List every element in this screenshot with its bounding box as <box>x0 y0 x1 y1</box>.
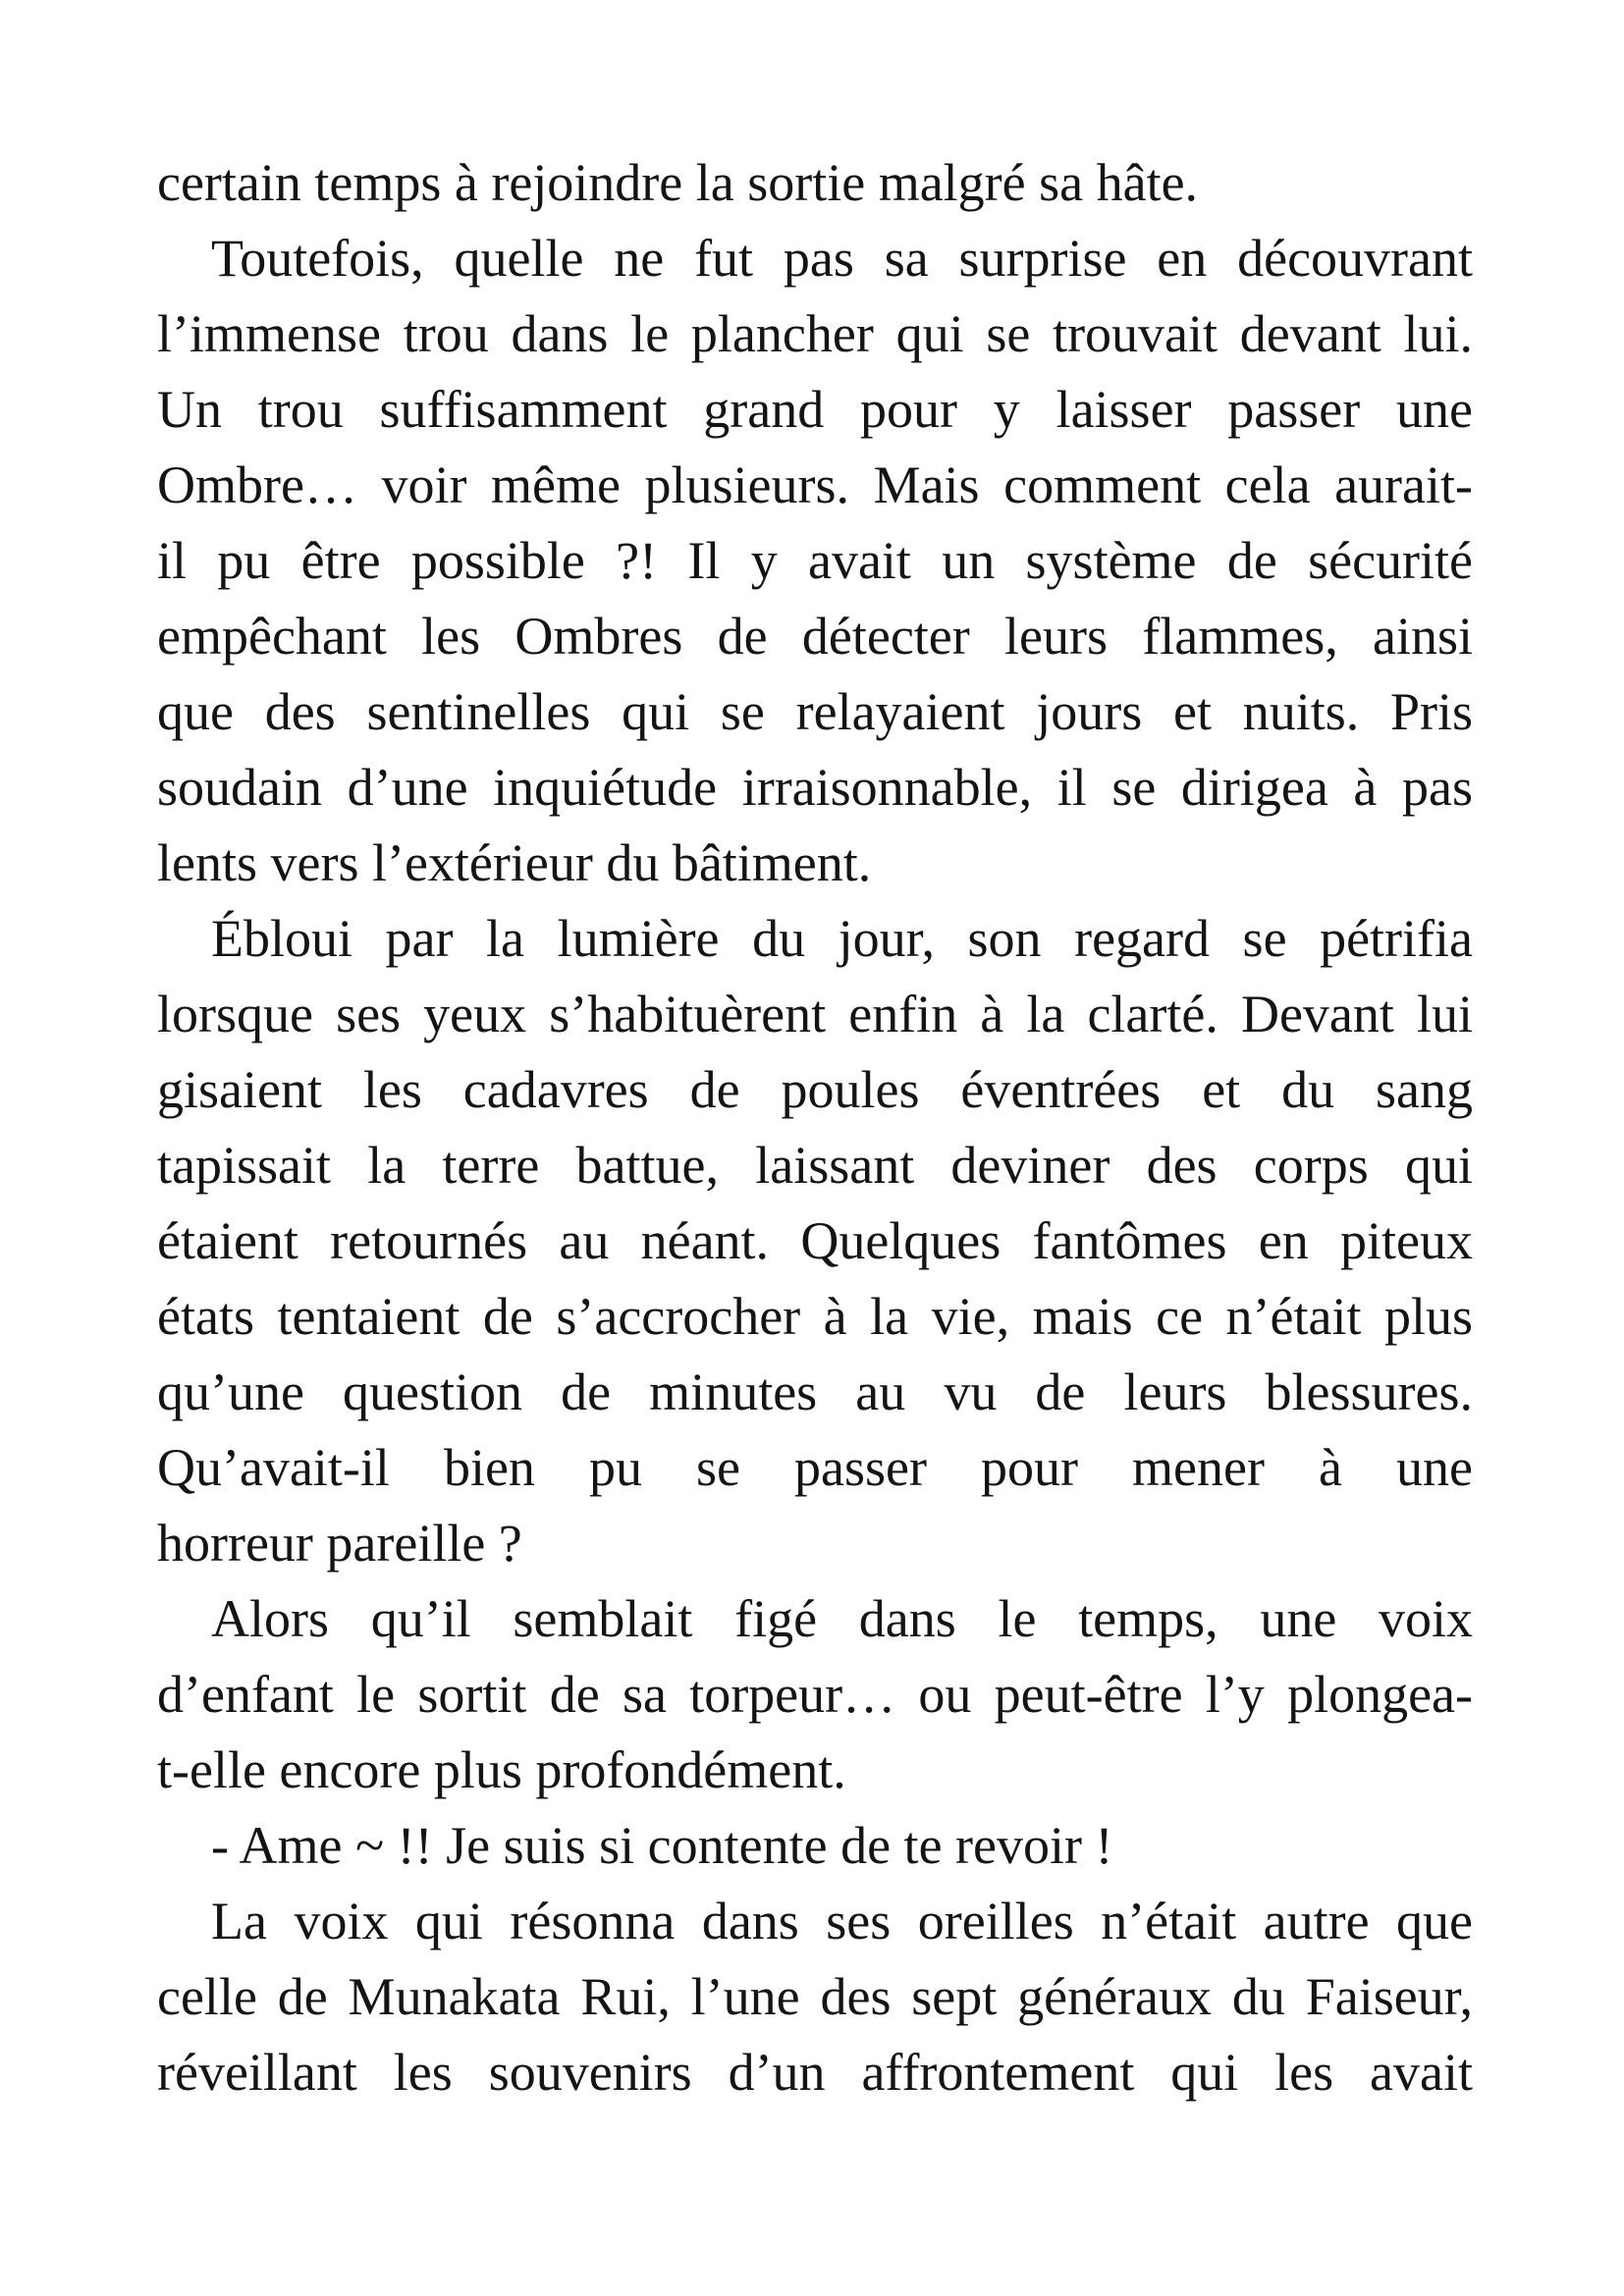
text-line: qu’une question de minutes au vu de leurs blessures. <box>157 1362 1473 1421</box>
text-line: étaient retournés au néant. Quelques fantômes en piteux <box>157 1211 1473 1270</box>
text-line: états tentaient de s’accrocher à la vie, mais ce n’était plus <box>157 1287 1473 1346</box>
text-line: réveillant les souvenirs d’un affrontement qui les avait <box>157 2043 1473 2102</box>
text-line: lorsque ses yeux s’habituèrent enfin à la clarté. Devant lui <box>157 985 1473 1043</box>
text-line: Ombre… voir même plusieurs. Mais comment cela aurait- <box>157 455 1473 514</box>
text-line: Qu’avait-il bien pu se passer pour mener à une <box>157 1438 1473 1497</box>
dialogue-line: - Ame ~ !! Je suis si contente de te revoir ! <box>211 1816 1113 1875</box>
text-line: tapissait la terre battue, laissant deviner des corps qui <box>157 1136 1473 1195</box>
text-line: empêchant les Ombres de détecter leurs flammes, ainsi <box>157 607 1473 666</box>
text-line: Un trou suffisamment grand pour y laisser passer une <box>157 380 1473 439</box>
text-line: Ébloui par la lumière du jour, son regard se pétrifia <box>211 909 1473 968</box>
text-line: soudain d’une inquiétude irraisonnable, il se dirigea à pas <box>157 758 1473 817</box>
text-line: l’immense trou dans le plancher qui se trouvait devant lui. <box>157 304 1473 363</box>
text-line: lents vers l’extérieur du bâtiment. <box>157 833 872 892</box>
text-line: gisaient les cadavres de poules éventrées et du sang <box>157 1060 1473 1119</box>
body-text <box>157 145 1473 2110</box>
text-line: certain temps à rejoindre la sortie malgré sa hâte. <box>157 153 1199 212</box>
text-line: Toutefois, quelle ne fut pas sa surprise en découvrant <box>211 229 1473 288</box>
text-line: La voix qui résonna dans ses oreilles n’était autre que <box>211 1892 1473 1950</box>
text-line: il pu être possible ?! Il y avait un système de sécurité <box>157 531 1473 590</box>
text-line: t-elle encore plus profondément. <box>157 1740 846 1799</box>
text-line: que des sentinelles qui se relayaient jours et nuits. Pris <box>157 682 1473 741</box>
text-line: horreur pareille ? <box>157 1514 522 1573</box>
text-line: Alors qu’il semblait figé dans le temps, une voix <box>211 1589 1473 1648</box>
text-line: d’enfant le sortit de sa torpeur… ou peut-être l’y plongea- <box>157 1665 1473 1724</box>
text-line: celle de Munakata Rui, l’une des sept généraux du Faiseur, <box>157 1967 1473 2026</box>
